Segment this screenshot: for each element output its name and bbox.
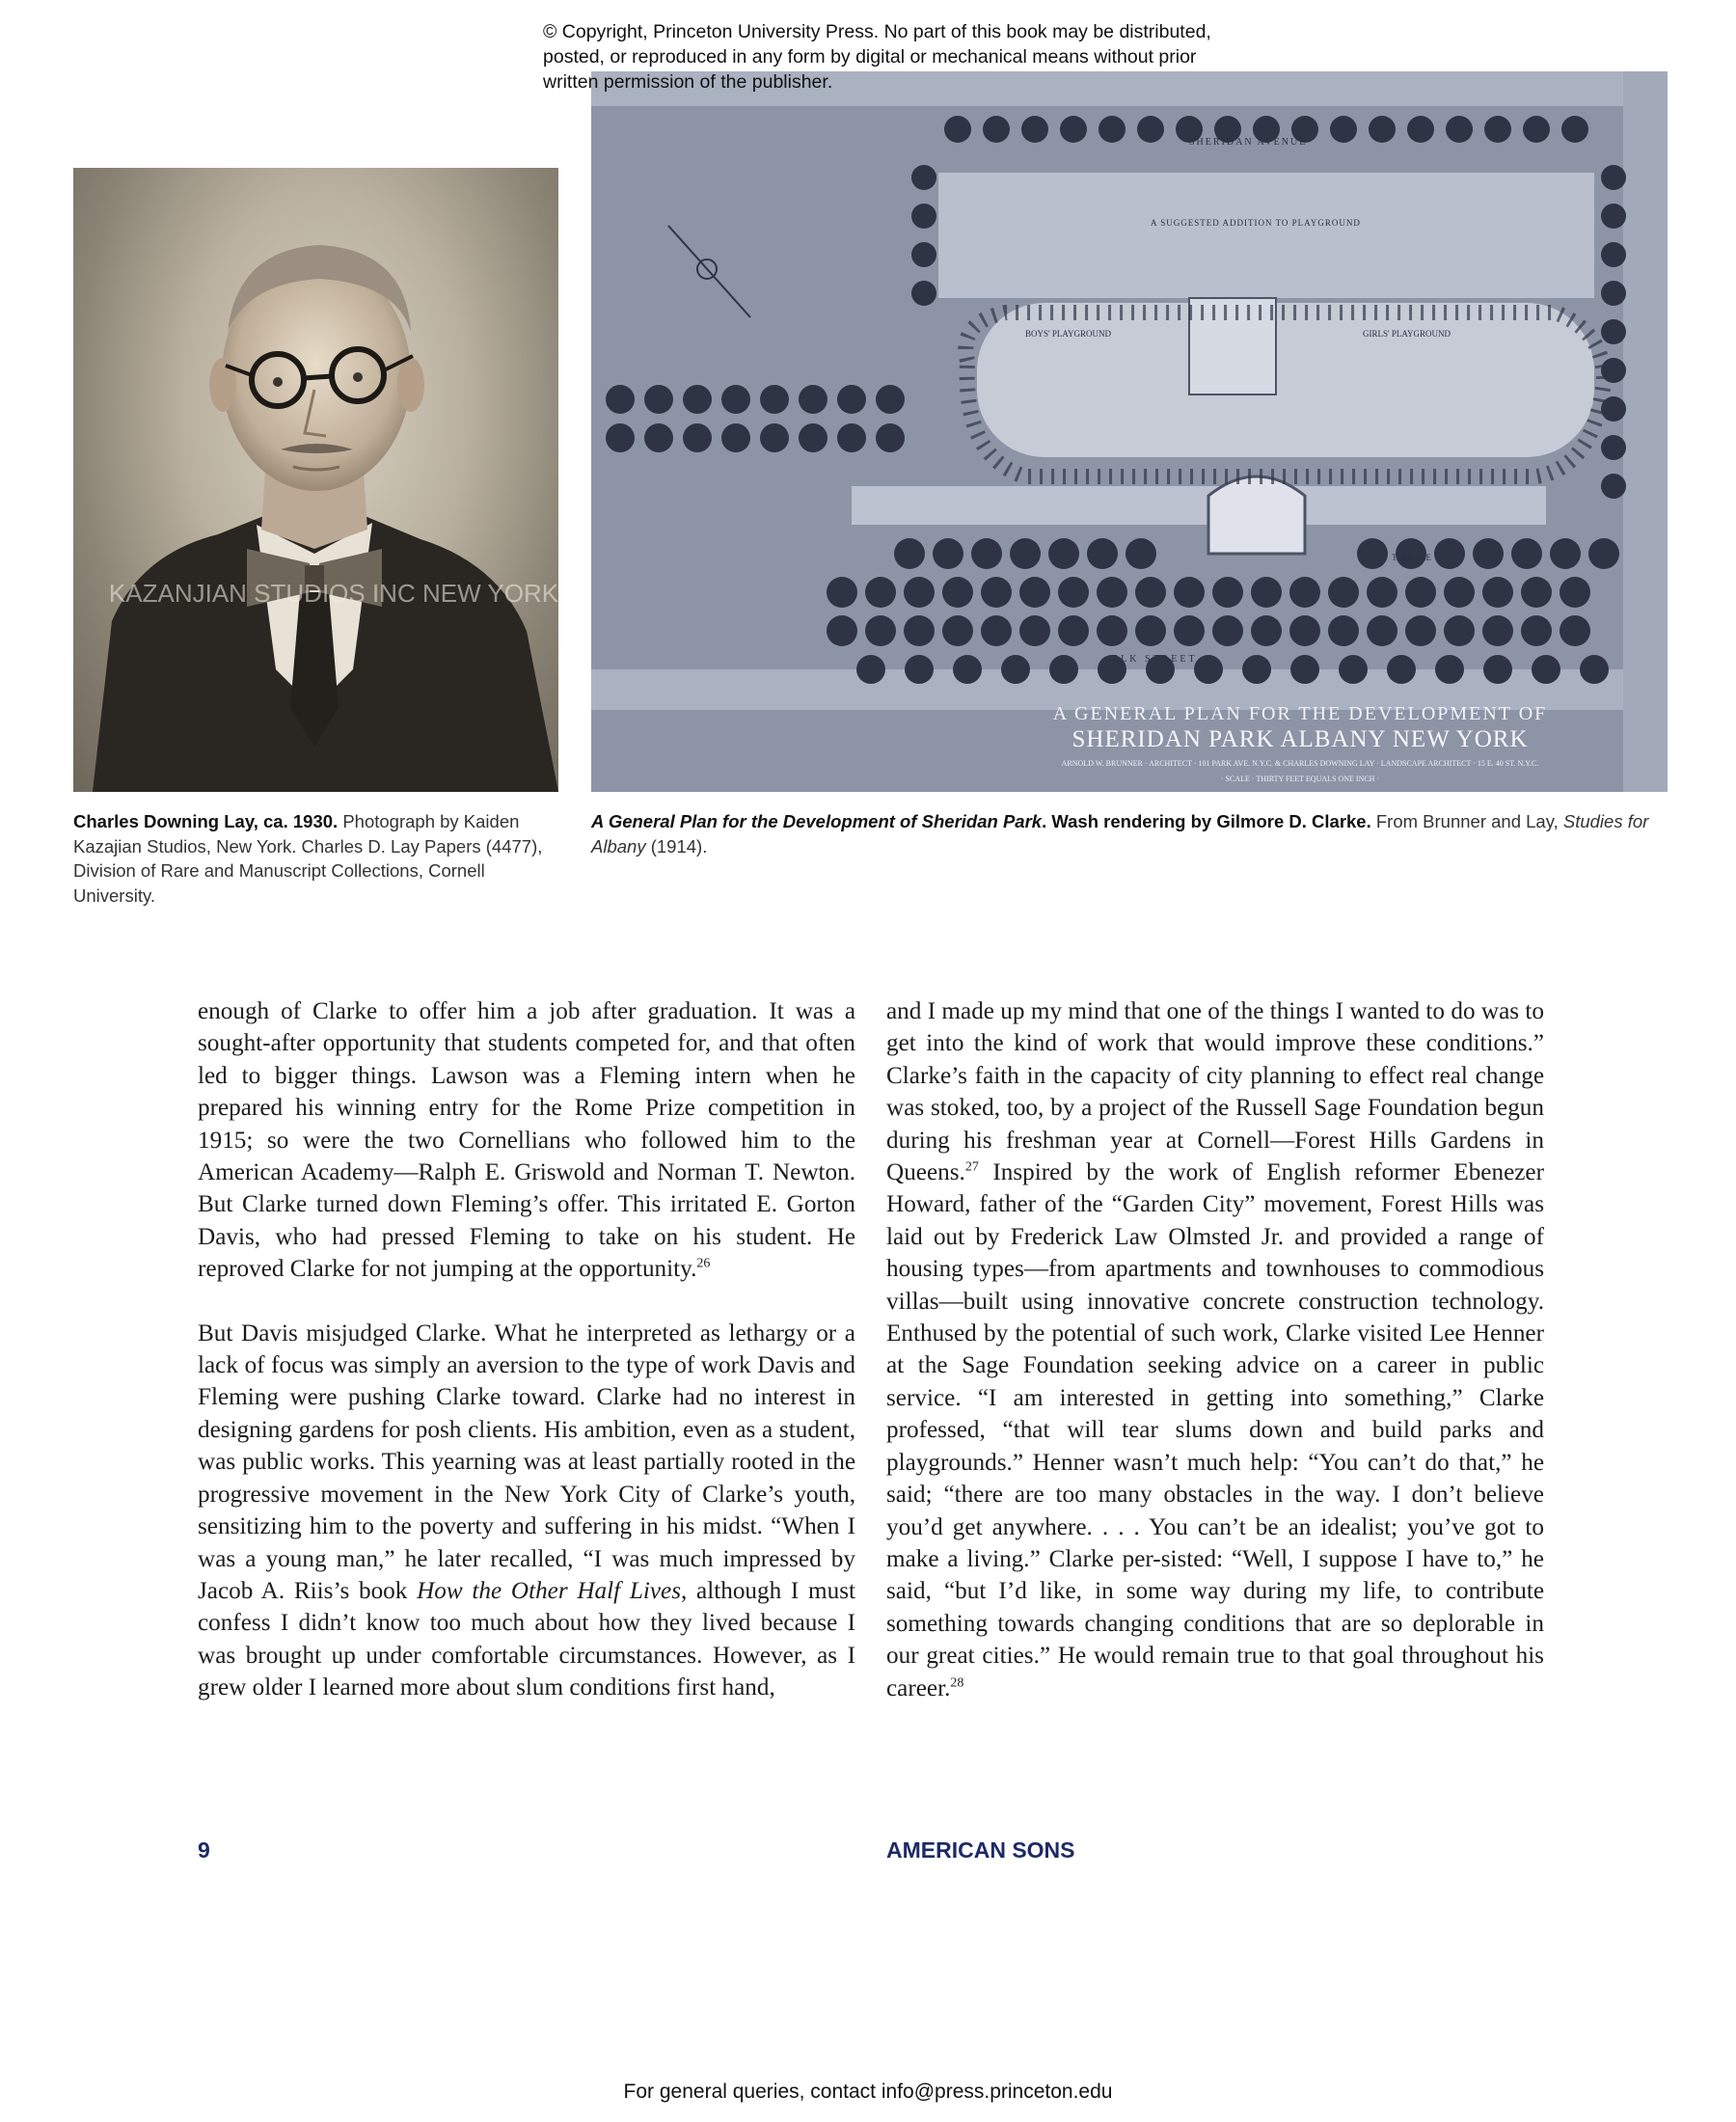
plan-caption — [591, 809, 1676, 858]
paragraph: and I made up my mind that one of the things I wanted to do was to get into the kind of work that would improve these conditions.” Clarke’s faith in the capacity of city planning to effect real change was stoked, too, by a project of the Russell Sage Foundation begun during his freshman year at Cornell—Forest Hills Gardens in Queens.$^{27}$ Inspired by the work of English reformer Ebenezer Howard, father of the “Garden City” movement, Forest Hills was laid out by Frederick Law Olmsted Jr. and provided a range of housing types—from apartments and townhouses to commodious villas—built using innovative concrete construction technology. Enthused by the potential of such work, Clarke visited Lee Henner at the Sage Foundation seeking advice on a career in public service. “I am interested in getting into something,” Clarke professed, “that will tear slums down and build parks and playgrounds.” Henner wasn’t much help: “You can’t do that,” he said; “there are too many obstacles in the way. I don’t believe you’d get anywhere. . . . You can’t be an idealist; you’ve got to make a living.” Clarke per-sisted: “Well, I suppose I have to,” he said, “but I’d like, in some way during my life, to contribute something towards changing conditions that are so deplorable in our great cities.” He would remain true to that goal throughout his career.$^{28}$ — [886, 998, 1544, 1701]
copyright-notice: © Copyright, Princeton University Press. No part of this book may be distributed, posted, or reproduced in any form by digital or mechanical means without prior written permission of the publisher. — [543, 21, 1211, 93]
plan-credits: ARNOLD W. BRUNNER · ARCHITECT · 101 PARK AVE. N.Y.C. & CHARLES DOWNING LAY · LANDSCAPE ARCHITECT · 15 E. 40 ST. N.Y.C. — [1061, 759, 1539, 768]
portrait-caption-text: Photograph by Kaiden Kazajian Studios, New York. Charles D. Lay Papers (4477), Division of Rare and Manuscript Collections, Cornell University. — [73, 811, 543, 906]
paragraph: But Davis misjudged Clarke. What he interpreted as lethargy or a lack of focus was simply an aversion to the type of work Davis and Fleming were pushing Clarke toward. Clarke had no interest in designing gardens for posh clients. His ambition, even as a student, was public works. This yearning was at least partially rooted in the progressive movement in the New York City of Clarke’s youth, sensitizing him to the poverty and suffering in his midst. “When I was a young man,” he later recalled, “I was much impressed by Jacob A. Riis’s book How the Other Half Lives, although I must confess I didn’t know too much about how they lived because I was brought up under comfortable circumstances. However, as I grew older I learned more about slum conditions first hand, — [198, 1319, 855, 1701]
contact-footer: For general queries, contact info@press.princeton.edu — [623, 2081, 1113, 2103]
body-column-left — [198, 995, 855, 1704]
plan-caption-credit: . Wash rendering by Gilmore D. Clarke. — [1042, 811, 1371, 831]
plan-caption-source: From Brunner and Lay, — [1370, 811, 1563, 831]
portrait-caption — [73, 809, 565, 908]
footnote-ref-26[interactable]: 26 — [696, 1256, 711, 1271]
plan-title-line2: SHERIDAN PARK ALBANY NEW YORK — [1071, 726, 1529, 752]
portrait-photo — [73, 168, 558, 792]
plan-label-street-top: SHERIDAN AVENUE — [1189, 137, 1308, 148]
plan-caption-year: (1914). — [645, 835, 708, 857]
plan-caption-title: A General Plan for the Development of Sheridan Park — [591, 811, 1043, 831]
paragraph: enough of Clarke to offer him a job after graduation. It was a sought-after opportunity that students competed for, and that often led to bigger things. Lawson was a Fleming intern when he prepared his winning entry for the Rome Prize competition in 1915; so were the two Cornellians who followed him to the American Academy—Ralph E. Griswold and Norman T. Newton. But Clarke turned down Fleming’s offer. This irritated E. Gorton Davis, who had pressed Fleming to take on his student. He reproved Clarke for not jumping at the opportunity.$^{26}$ — [198, 998, 855, 1283]
park-plan-rendering — [591, 71, 1668, 792]
running-head: AMERICAN SONS — [886, 1837, 1075, 1863]
studio-stamp: KAZANJIAN STUDIOS INC NEW YORK — [108, 579, 558, 608]
plan-label-terrace: TERRACE — [1392, 553, 1432, 562]
book-title: How the Other Half Lives — [417, 1577, 682, 1604]
footnote-ref-28[interactable]: 28 — [950, 1675, 964, 1691]
footnote-ref-27[interactable]: 27 — [964, 1159, 979, 1175]
plan-label-girls: GIRLS' PLAYGROUND — [1363, 329, 1451, 339]
plan-label-street-bottom: ELK STREET — [1112, 654, 1198, 665]
body-column-right — [886, 995, 1544, 1704]
plan-title-line1: A GENERAL PLAN FOR THE DEVELOPMENT OF — [1052, 703, 1548, 724]
plan-label-playground-addition: A SUGGESTED ADDITION TO PLAYGROUND — [1151, 218, 1361, 228]
page-number: 9 — [198, 1837, 210, 1863]
plan-caption-book: Studies for Albany — [591, 811, 1649, 857]
portrait-caption-title: Charles Downing Lay, ca. 1930. — [73, 811, 339, 831]
plan-scale: · SCALE · THIRTY FEET EQUALS ONE INCH · — [1220, 775, 1380, 783]
plan-label-boys: BOYS' PLAYGROUND — [1025, 329, 1112, 339]
